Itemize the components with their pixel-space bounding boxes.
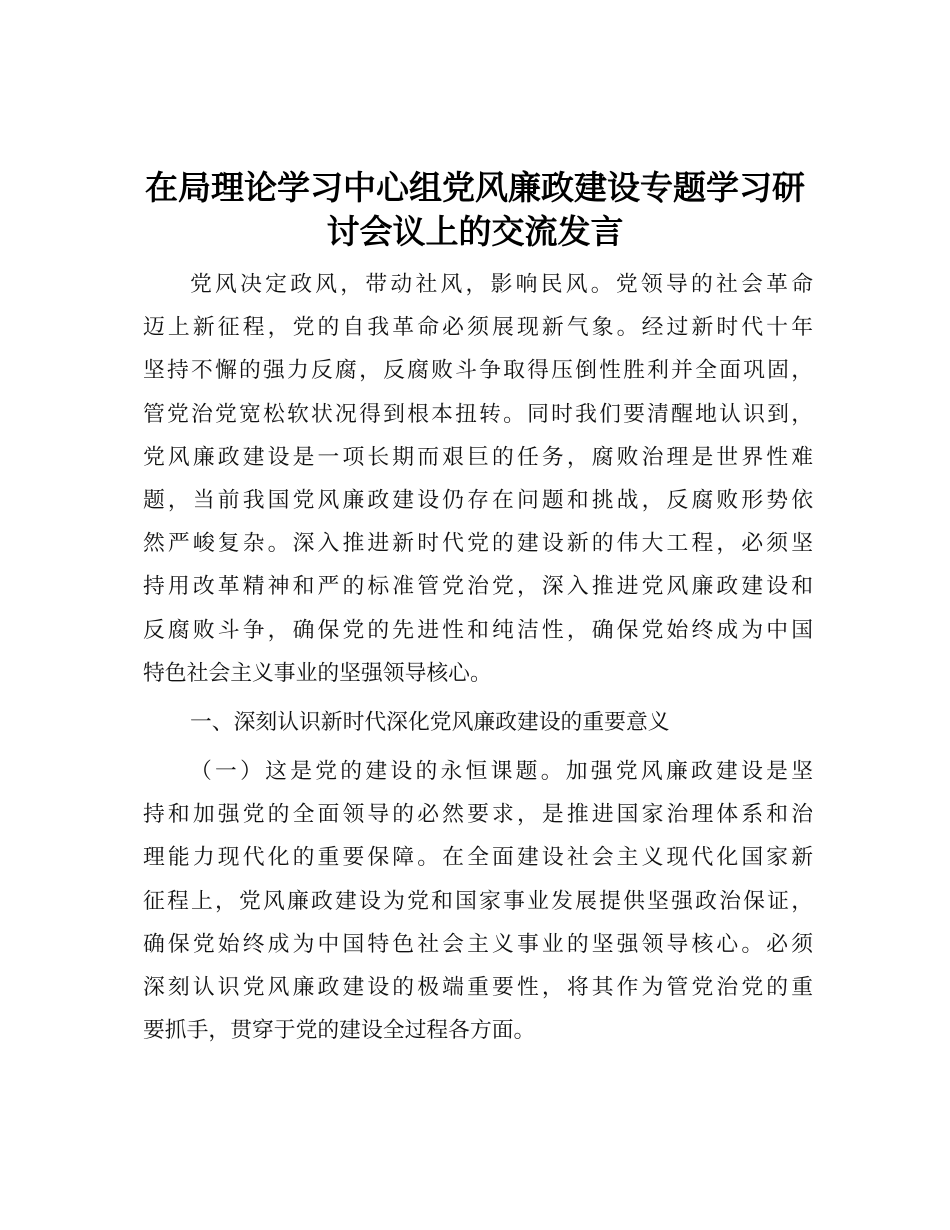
text-line: 管党治党宽松软状况得到根本扭转。同时我们要清醒地认识到， — [143, 401, 813, 427]
text-line: （一）这是党的建设的永恒课题。加强党风廉政建设是坚 — [190, 759, 813, 785]
document-body — [143, 263, 813, 1052]
section-heading-text: 一、深刻认识新时代深化党风廉政建设的重要意义 — [190, 709, 670, 735]
text-line: 特色社会主义事业的坚强领导核心。 — [143, 660, 492, 686]
title-line-2: 讨会议上的交流发言 — [326, 212, 624, 251]
text-line: 反腐败斗争，确保党的先进性和纯洁性，确保党始终成为中国 — [143, 617, 813, 643]
text-line: 党风决定政风，带动社风，影响民风。党领导的社会革命 — [190, 272, 813, 297]
text-line: 坚持不懈的强力反腐，反腐败斗争取得压倒性胜利并全面巩固， — [143, 358, 813, 384]
text-line: 理能力现代化的重要保障。在全面建设社会主义现代化国家新 — [143, 845, 813, 871]
text-line: 迈上新征程，党的自我革命必须展现新气象。经过新时代十年 — [143, 315, 813, 341]
title-line-1: 在局理论学习中心组党风廉政建设专题学习研 — [145, 168, 805, 207]
text-line: 确保党始终成为中国特色社会主义事业的坚强领导核心。必须 — [143, 931, 813, 957]
text-line: 深刻认识党风廉政建设的极端重要性，将其作为管党治党的重 — [143, 975, 813, 1000]
section-heading — [143, 701, 813, 744]
document-title — [100, 166, 850, 254]
text-line: 持和加强党的全面领导的必然要求，是推进国家治理体系和治 — [143, 802, 813, 828]
text-line: 持用改革精神和严的标准管党治党，深入推进党风廉政建设和 — [143, 574, 813, 600]
paragraph-subsection-1 — [143, 750, 813, 1052]
text-line: 征程上，党风廉政建设为党和国家事业发展提供坚强政治保证， — [143, 888, 813, 914]
text-line: 题，当前我国党风廉政建设仍存在问题和挑战，反腐败形势依 — [143, 487, 813, 513]
paragraph-intro — [143, 263, 813, 695]
text-line: 党风廉政建设是一项长期而艰巨的任务，腐败治理是世界性难 — [143, 444, 813, 470]
text-line: 要抓手，贯穿于党的建设全过程各方面。 — [143, 1018, 536, 1044]
text-line: 然严峻复杂。深入推进新时代党的建设新的伟大工程，必须坚 — [143, 531, 813, 557]
